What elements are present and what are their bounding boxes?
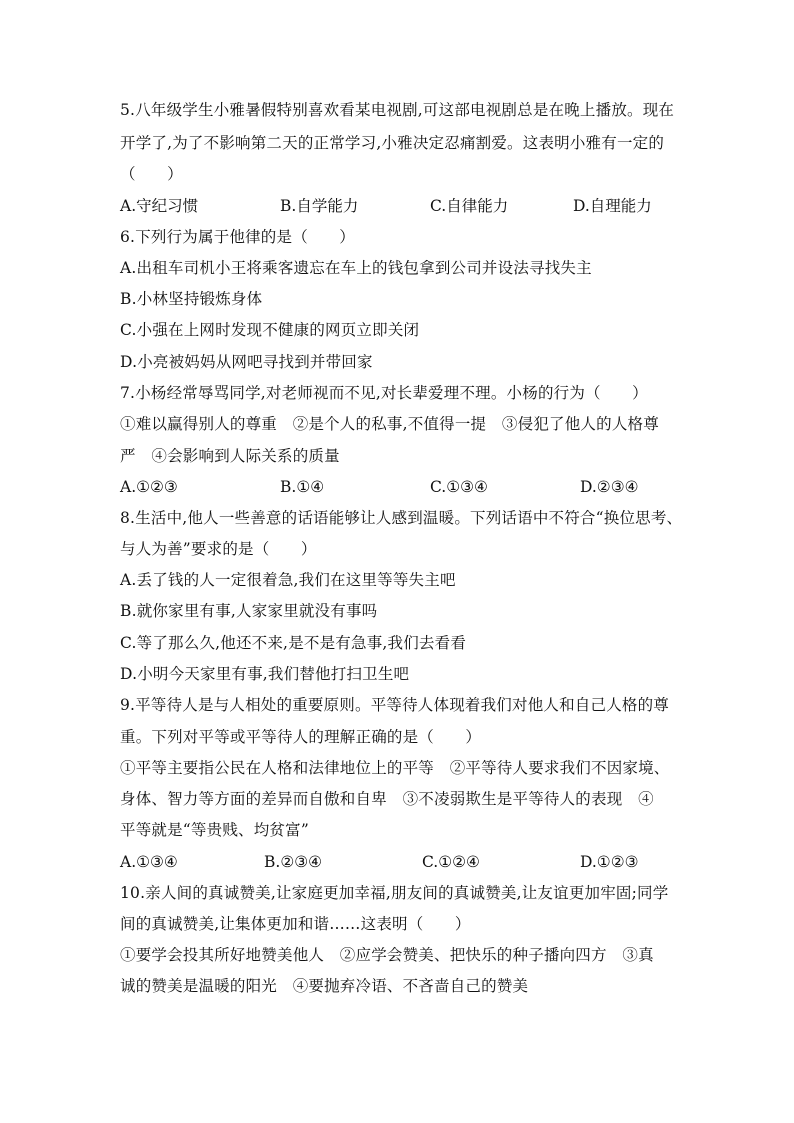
question-9-option-a: A.①③④ bbox=[120, 853, 178, 871]
question-10-statements-line-2: 诚的赞美是温暖的阳光 ④要抛弃冷语、不吝啬自己的赞美 bbox=[120, 977, 529, 995]
question-5-option-b: B.自学能力 bbox=[280, 197, 359, 215]
question-8-option-a: A.丢了钱的人一定很着急,我们在这里等等失主吧 bbox=[120, 571, 456, 589]
question-6-option-d: D.小亮被妈妈从网吧寻找到并带回家 bbox=[120, 353, 373, 371]
question-9-statements-line-2: 身体、智力等方面的差异而自傲和自卑 ③不凌弱欺生是平等待人的表现 ④ bbox=[120, 790, 654, 808]
question-9-statements-line-1: ①平等主要指公民在人格和法律地位上的平等 ②平等待人要求我们不因家境、 bbox=[120, 759, 670, 777]
question-5-line-1: 5.八年级学生小雅暑假特别喜欢看某电视剧,可这部电视剧总是在晚上播放。现在 bbox=[120, 101, 675, 119]
question-5-option-d: D.自理能力 bbox=[573, 197, 652, 215]
question-7-option-b: B.①④ bbox=[280, 478, 325, 496]
question-8-option-d: D.小明今天家里有事,我们替他打扫卫生吧 bbox=[120, 665, 410, 683]
question-6-stem: 6.下列行为属于他律的是（ ） bbox=[120, 228, 355, 246]
question-9-option-b: B.②③④ bbox=[264, 853, 323, 871]
question-10-statements-line-1: ①要学会投其所好地赞美他人 ②应学会赞美、把快乐的种子播向四方 ③真 bbox=[120, 946, 654, 964]
question-5-line-2: 开学了,为了不影响第二天的正常学习,小雅决定忍痛割爱。这表明小雅有一定的 bbox=[120, 134, 665, 152]
question-8-option-c: C.等了那么久,他还不来,是不是有急事,我们去看看 bbox=[120, 634, 467, 652]
question-5-option-a: A.守纪习惯 bbox=[120, 197, 199, 215]
question-8-option-b: B.就你家里有事,人家家里就没有事吗 bbox=[120, 602, 378, 620]
question-5-option-c: C.自律能力 bbox=[430, 197, 509, 215]
question-6-option-c: C.小强在上网时发现不健康的网页立即关闭 bbox=[120, 321, 420, 339]
question-8-stem-line-1: 8.生活中,他人一些善意的话语能够让人感到温暖。下列话语中不符合“换位思考、 bbox=[120, 509, 683, 527]
question-10-stem-line-2: 间的真诚赞美,让集体更加和谐……这表明（ ） bbox=[120, 915, 471, 933]
question-7-option-d: D.②③④ bbox=[580, 478, 639, 496]
question-8-stem-line-2: 与人为善”要求的是（ ） bbox=[120, 540, 317, 558]
question-9-statements-line-3: 平等就是“等贵贱、均贫富” bbox=[120, 821, 309, 839]
question-7-option-a: A.①②③ bbox=[120, 478, 178, 496]
question-6-option-a: A.出租车司机小王将乘客遗忘在车上的钱包拿到公司并设法寻找失主 bbox=[120, 259, 592, 277]
question-9-stem-line-1: 9.平等待人是与人相处的重要原则。平等待人体现着我们对他人和自己人格的尊 bbox=[120, 696, 669, 714]
question-9-option-c: C.①②④ bbox=[422, 853, 480, 871]
question-7-stem: 7.小杨经常辱骂同学,对老师视而不见,对长辈爱理不理。小杨的行为（ ） bbox=[120, 384, 648, 402]
question-9-option-d: D.①②③ bbox=[580, 853, 639, 871]
question-10-stem-line-1: 10.亲人间的真诚赞美,让家庭更加幸福,朋友间的真诚赞美,让友谊更加牢固;同学 bbox=[120, 884, 669, 902]
question-5-answer-blank: （ ） bbox=[120, 165, 183, 183]
question-7-statements-line-2: 严 ④会影响到人际关系的质量 bbox=[120, 447, 340, 465]
question-7-option-c: C.①③④ bbox=[430, 478, 488, 496]
question-7-statements-line-1: ①难以赢得别人的尊重 ②是个人的私事,不值得一提 ③侵犯了他人的人格尊 bbox=[120, 415, 659, 433]
question-6-option-b: B.小林坚持锻炼身体 bbox=[120, 290, 263, 308]
question-9-stem-line-2: 重。下列对平等或平等待人的理解正确的是（ ） bbox=[120, 728, 482, 746]
